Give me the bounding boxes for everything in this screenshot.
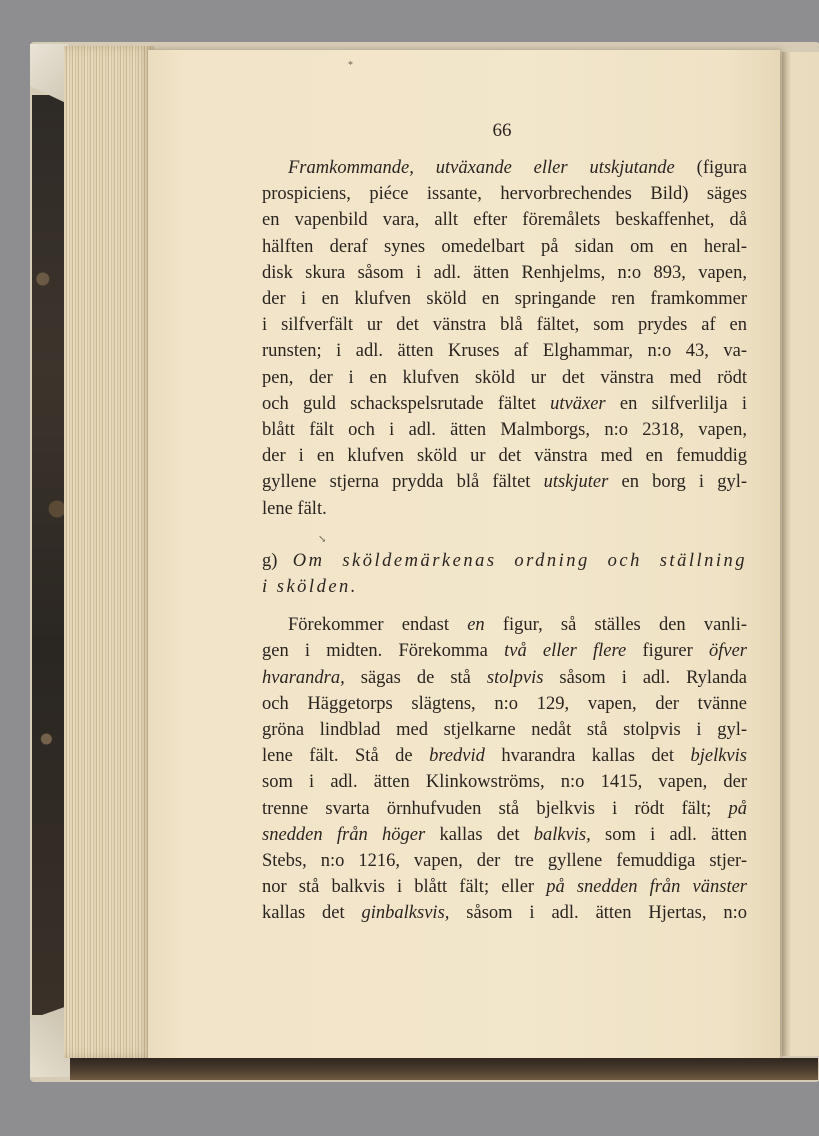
italic-text: snedden från höger <box>262 824 426 845</box>
italic-text: utskjuter <box>543 472 609 493</box>
text-run: såsom i adl. Rylanda <box>543 667 747 688</box>
text-run: nor stå balkvis i blått fält; eller <box>262 877 547 898</box>
text-run: gröna lindblad med stjelkarne nedåt stå stolpvis i gyl- <box>262 720 747 741</box>
text-line <box>262 443 747 469</box>
text-run: kallas det <box>262 903 362 924</box>
text-run: der i en klufven sköld ur det vänstra med en femuddig <box>262 446 747 467</box>
text-run: hvarandra kallas det <box>484 746 691 767</box>
text-run: (figura <box>674 158 747 178</box>
text-run: hälften deraf synes omedelbart på sidan om en heral- <box>262 236 747 257</box>
text-run: sägas de stå <box>344 667 487 688</box>
text-run: trenne svarta örnhufvuden stå bjelkvis i rödt fält; <box>262 798 729 819</box>
italic-text: två eller flere <box>504 641 627 662</box>
text-run: en silfverlilja i <box>605 393 747 414</box>
text-line <box>262 691 747 717</box>
text-line <box>262 155 747 181</box>
text-run: figur, så ställes den vanli- <box>484 615 747 636</box>
text-run: en borg i gyl- <box>608 472 747 493</box>
text-run: der i en klufven sköld en springande ren framkommer <box>262 289 747 310</box>
text-line <box>262 338 747 364</box>
text-run: pen, der i en klufven sköld ur det vänstra med rödt <box>262 367 747 388</box>
text-line <box>262 848 747 874</box>
text-line <box>262 469 747 495</box>
text-line <box>262 612 747 638</box>
text-line <box>262 496 747 522</box>
text-line <box>262 234 747 260</box>
speck-mark: * <box>348 60 353 71</box>
text-run: Om sköldemärkenas ordning och ställning <box>292 550 747 571</box>
text-run: i skölden. <box>262 577 358 598</box>
text-run: Stebs, n:o 1216, vapen, der tre gyllene femuddiga stjer- <box>262 851 747 872</box>
text-line <box>262 900 747 926</box>
text-run: såsom i adl. ätten Hjertas, n:o <box>449 903 747 924</box>
page-stack <box>64 46 154 1058</box>
text-run: och Häggetorps slägtens, n:o 129, vapen, der tvänne <box>262 693 747 714</box>
text-line <box>262 365 747 391</box>
text-line <box>262 260 747 286</box>
text-line <box>262 822 747 848</box>
text-line <box>262 181 747 207</box>
text-run: en vapenbild vara, allt efter föremålets beskaffenhet, då <box>262 210 747 231</box>
body-text <box>262 155 747 927</box>
text-run: och guld schackspelsrutade fältet <box>262 393 551 414</box>
page-number: 66 <box>492 120 512 141</box>
text-run: g) <box>262 550 293 571</box>
text-line <box>262 207 747 233</box>
text-line <box>262 286 747 312</box>
text-line <box>262 665 747 691</box>
text-run: kallas det <box>425 824 534 845</box>
italic-text: bjelkvis <box>690 746 747 767</box>
text-line <box>262 638 747 664</box>
text-line <box>262 743 747 769</box>
section-heading-line <box>262 574 747 600</box>
text-line <box>262 769 747 795</box>
italic-text: på snedden från vänster <box>546 877 747 898</box>
pencil-mark: ↘ <box>318 534 327 545</box>
text-line <box>262 874 747 900</box>
text-run: runsten; i adl. ätten Kruses af Elghammar, n:o 43, va- <box>262 341 747 362</box>
text-run: figurer <box>626 641 709 662</box>
text-run: prospiciens, piéce issante, hervorbrechendes Bild) säges <box>262 184 747 205</box>
italic-text: bredvid <box>429 746 485 767</box>
text-run: lene fält. <box>262 498 327 519</box>
italic-text: Framkommande, utväxande eller utskjutande <box>288 158 675 178</box>
text-run: som i adl. ätten Klinkowströms, n:o 1415, vapen, der <box>262 772 747 793</box>
text-run: som i adl. ätten <box>590 824 747 845</box>
text-run: gen i midten. Förekomma <box>262 641 505 662</box>
text-run: i silfverfält ur det vänstra blå fältet, som prydes af en <box>262 315 747 336</box>
text-line <box>262 391 747 417</box>
cover-bottom-edge <box>70 1058 818 1080</box>
italic-text: stolpvis <box>486 667 544 688</box>
italic-text: hvarandra, <box>262 667 345 688</box>
section-heading-line <box>262 548 747 574</box>
text-run: gyllene stjerna prydda blå fältet <box>262 472 544 493</box>
text-line <box>262 312 747 338</box>
text-run: Förekommer endast <box>288 615 468 636</box>
text-line <box>262 796 747 822</box>
italic-text: öfver <box>708 641 747 662</box>
text-line <box>262 417 747 443</box>
text-run: blått fält och i adl. ätten Malmborgs, n:o 2318, vapen, <box>262 420 747 441</box>
next-page-edge <box>782 52 819 1056</box>
italic-text: en <box>467 615 485 636</box>
text-run: lene fält. Stå de <box>262 746 430 767</box>
italic-text: på <box>728 798 747 819</box>
italic-text: ginbalksvis, <box>361 903 450 924</box>
text-line <box>262 717 747 743</box>
italic-text: utväxer <box>550 393 606 414</box>
text-run: disk skura såsom i adl. ätten Renhjelms, n:o 893, vapen, <box>262 262 747 283</box>
italic-text: balkvis, <box>533 824 591 845</box>
